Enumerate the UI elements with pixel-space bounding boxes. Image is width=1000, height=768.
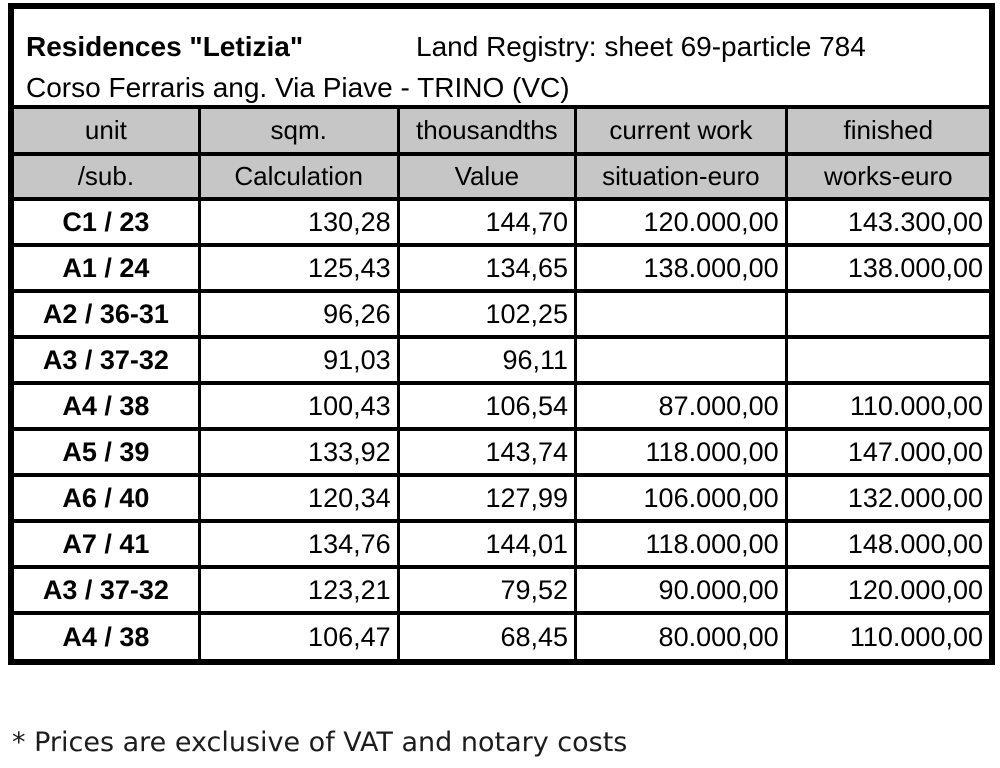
- table-row: [14, 245, 989, 291]
- cell-current-work: 118.000,00: [576, 521, 787, 567]
- cell-thousandths: 144,01: [398, 521, 575, 567]
- col-subheader-situation-euro: situation-euro: [576, 154, 787, 199]
- cell-thousandths: 96,11: [398, 337, 575, 383]
- cell-thousandths: 68,45: [398, 613, 575, 659]
- title-block: [14, 9, 989, 109]
- cell-sqm: 130,28: [199, 199, 398, 245]
- cell-unit: A5 / 39: [14, 429, 199, 475]
- header-row-1: [14, 109, 989, 154]
- cell-current-work: 80.000,00: [576, 613, 787, 659]
- cell-unit: A4 / 38: [14, 383, 199, 429]
- cell-finished: 138.000,00: [786, 245, 989, 291]
- cell-thousandths: 102,25: [398, 291, 575, 337]
- cell-finished: 110.000,00: [786, 383, 989, 429]
- table-row: [14, 337, 989, 383]
- price-table: [14, 109, 989, 659]
- table-row: [14, 475, 989, 521]
- cell-thousandths: 134,65: [398, 245, 575, 291]
- cell-finished: 132.000,00: [786, 475, 989, 521]
- cell-thousandths: 127,99: [398, 475, 575, 521]
- property-address: Corso Ferraris ang. Via Piave - TRINO (VC): [26, 72, 570, 103]
- cell-thousandths: 144,70: [398, 199, 575, 245]
- col-header-thousandths: thousandths: [398, 109, 575, 154]
- header-row-2: [14, 154, 989, 199]
- cell-thousandths: 143,74: [398, 429, 575, 475]
- cell-sqm: 106,47: [199, 613, 398, 659]
- cell-current-work: 118.000,00: [576, 429, 787, 475]
- cell-current-work: 138.000,00: [576, 245, 787, 291]
- cell-current-work: 87.000,00: [576, 383, 787, 429]
- table-header: [14, 109, 989, 199]
- cell-sqm: 91,03: [199, 337, 398, 383]
- cell-sqm: 134,76: [199, 521, 398, 567]
- cell-finished: [786, 291, 989, 337]
- cell-unit: A3 / 37-32: [14, 567, 199, 613]
- cell-unit: A7 / 41: [14, 521, 199, 567]
- col-subheader-calculation: Calculation: [199, 154, 398, 199]
- title-line: [26, 31, 981, 63]
- cell-unit: A1 / 24: [14, 245, 199, 291]
- vat-footnote: * Prices are exclusive of VAT and notary costs: [12, 727, 628, 758]
- table-body: [14, 199, 989, 659]
- cell-finished: 148.000,00: [786, 521, 989, 567]
- cell-finished: [786, 337, 989, 383]
- col-subheader-value: Value: [398, 154, 575, 199]
- cell-thousandths: 106,54: [398, 383, 575, 429]
- cell-finished: 147.000,00: [786, 429, 989, 475]
- table-row: [14, 613, 989, 659]
- cell-unit: A2 / 36-31: [14, 291, 199, 337]
- cell-finished: 143.300,00: [786, 199, 989, 245]
- cell-finished: 120.000,00: [786, 567, 989, 613]
- col-header-sqm: sqm.: [199, 109, 398, 154]
- cell-sqm: 120,34: [199, 475, 398, 521]
- cell-thousandths: 79,52: [398, 567, 575, 613]
- cell-unit: A6 / 40: [14, 475, 199, 521]
- land-registry-reference: Land Registry: sheet 69-particle 784: [416, 31, 866, 62]
- table-row: [14, 521, 989, 567]
- table-row: [14, 199, 989, 245]
- cell-current-work: 106.000,00: [576, 475, 787, 521]
- col-header-finished: finished: [786, 109, 989, 154]
- cell-unit: C1 / 23: [14, 199, 199, 245]
- cell-sqm: 125,43: [199, 245, 398, 291]
- table-row: [14, 383, 989, 429]
- col-header-current-work: current work: [576, 109, 787, 154]
- cell-sqm: 96,26: [199, 291, 398, 337]
- cell-unit: A3 / 37-32: [14, 337, 199, 383]
- col-subheader-works-euro: works-euro: [786, 154, 989, 199]
- cell-current-work: [576, 291, 787, 337]
- cell-sqm: 133,92: [199, 429, 398, 475]
- cell-unit: A4 / 38: [14, 613, 199, 659]
- col-subheader-sub: /sub.: [14, 154, 199, 199]
- cell-sqm: 100,43: [199, 383, 398, 429]
- cell-current-work: [576, 337, 787, 383]
- table-row: [14, 567, 989, 613]
- cell-current-work: 90.000,00: [576, 567, 787, 613]
- table-row: [14, 291, 989, 337]
- cell-current-work: 120.000,00: [576, 199, 787, 245]
- cell-finished: 110.000,00: [786, 613, 989, 659]
- document-frame: [8, 3, 995, 665]
- col-header-unit: unit: [14, 109, 199, 154]
- table-row: [14, 429, 989, 475]
- cell-sqm: 123,21: [199, 567, 398, 613]
- document-title: Residences "Letizia": [26, 31, 304, 62]
